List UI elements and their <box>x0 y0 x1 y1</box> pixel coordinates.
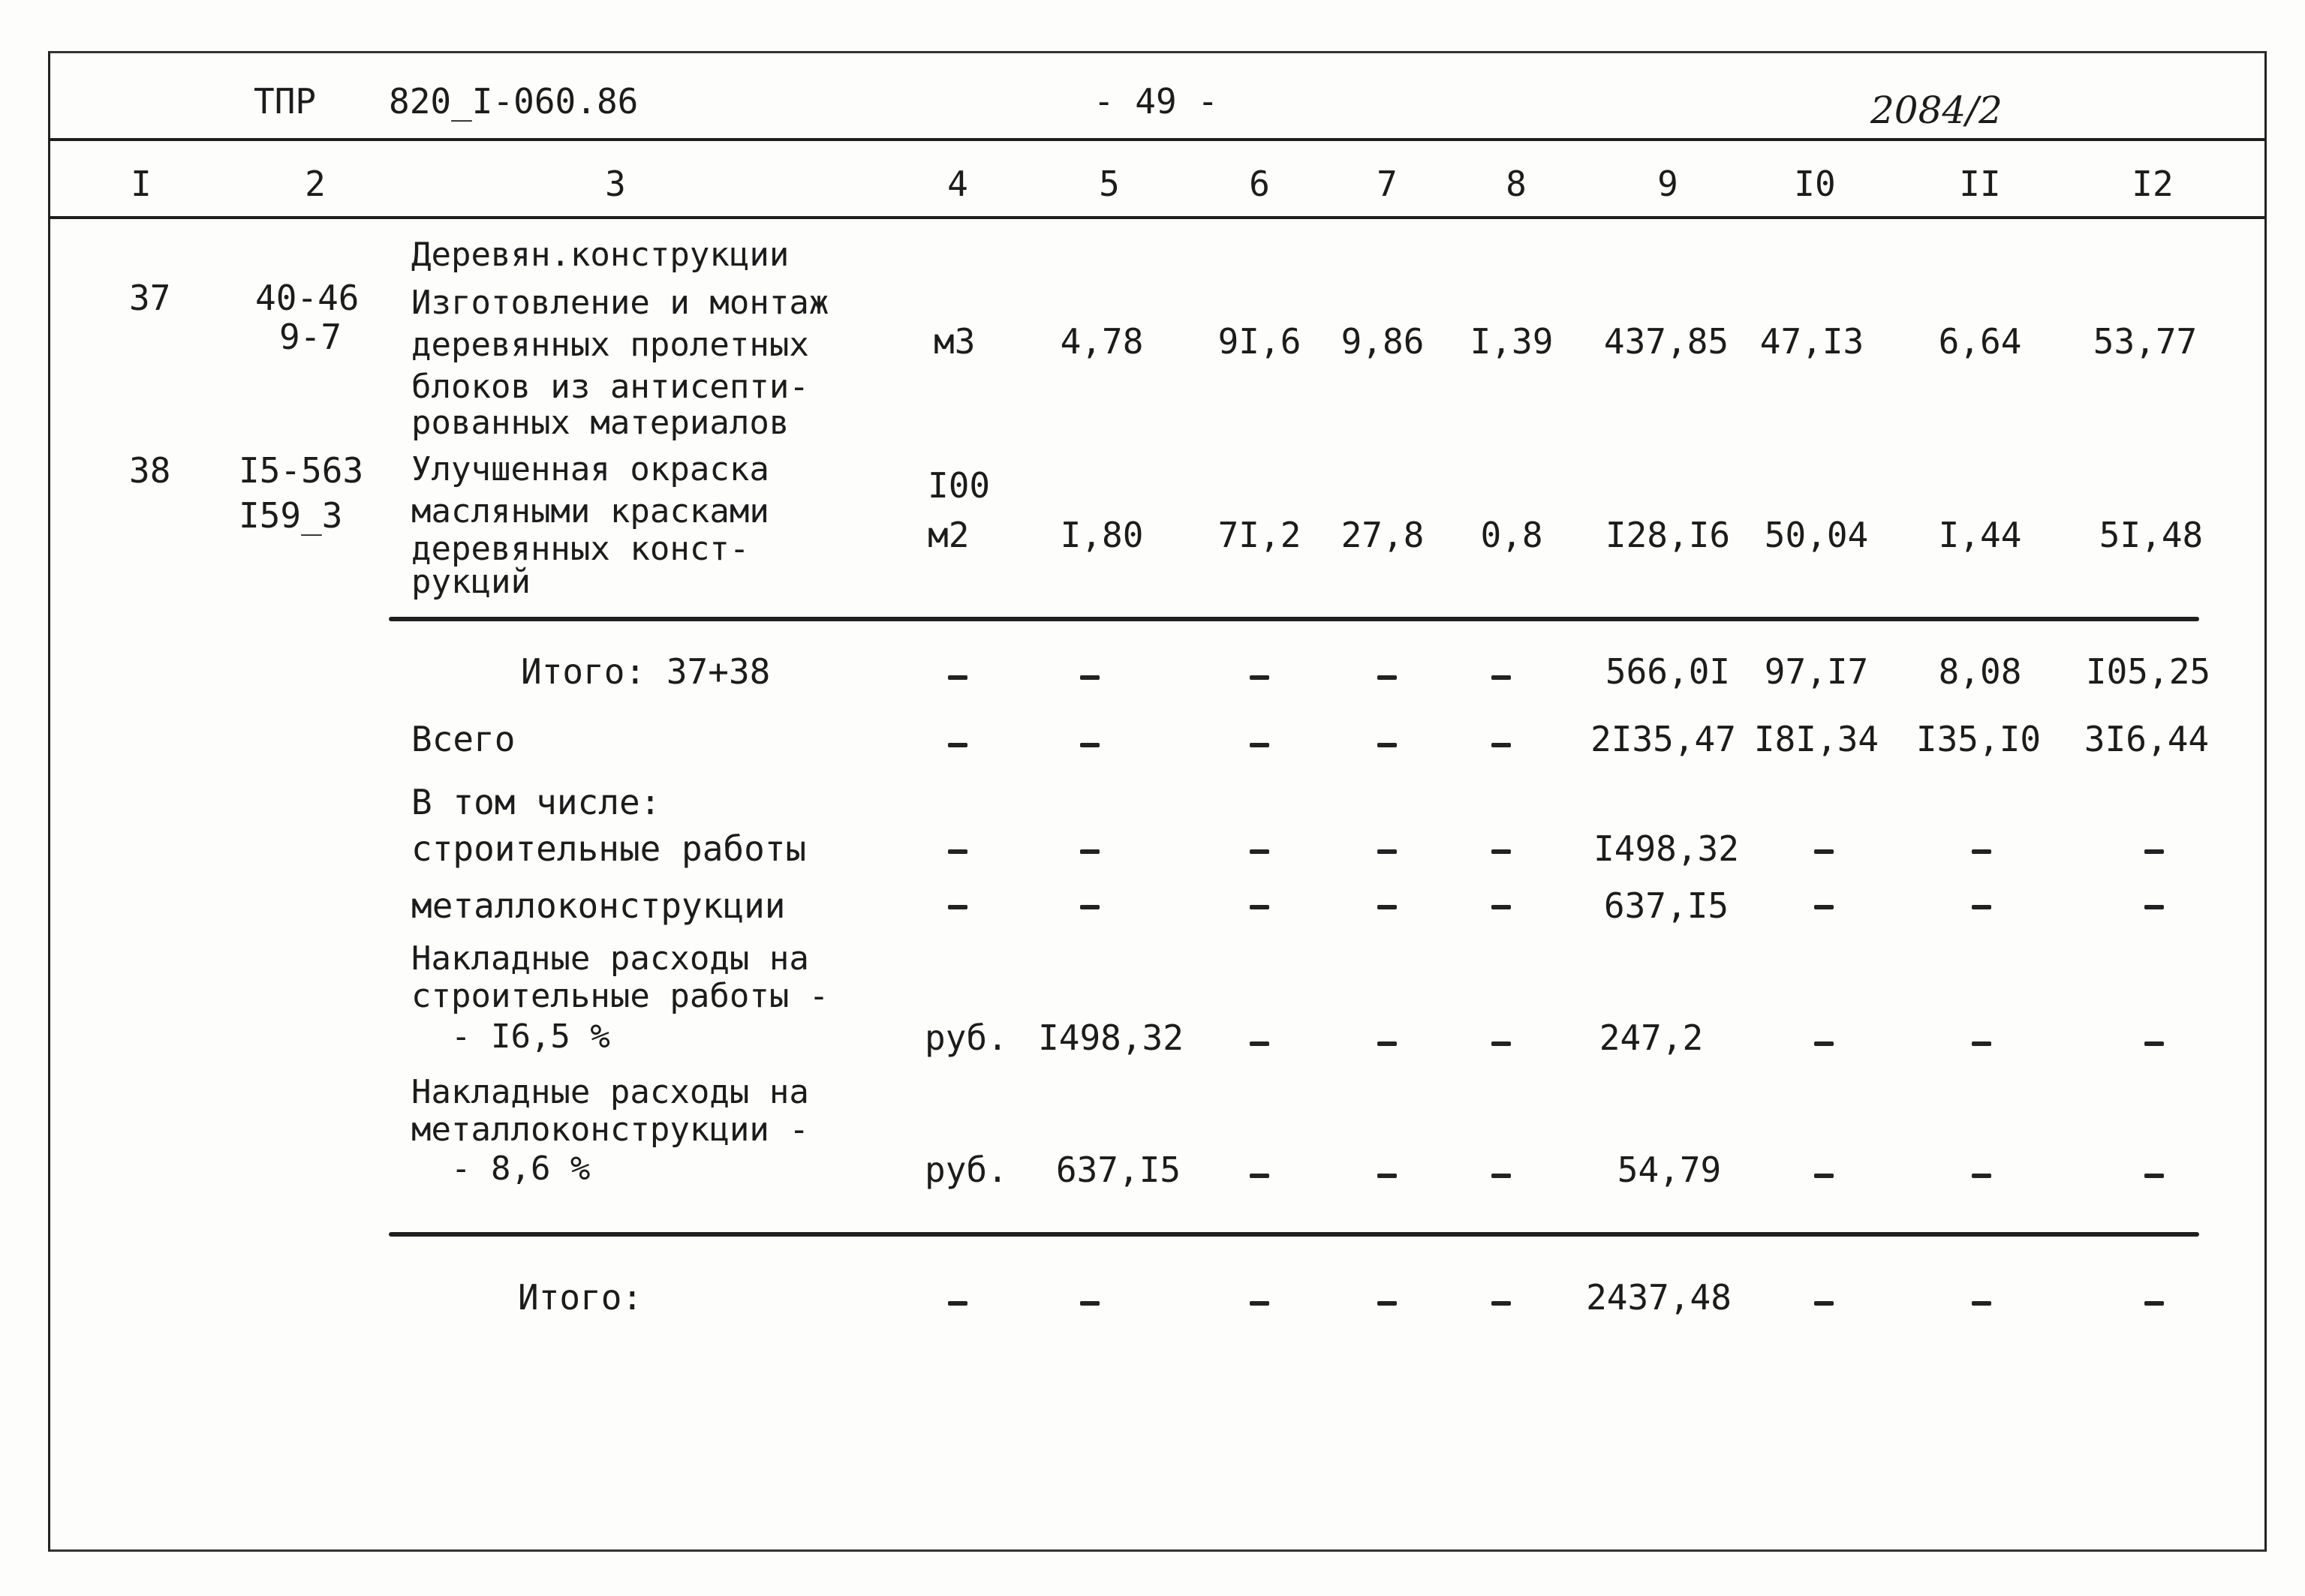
empty-dash <box>1377 905 1397 909</box>
cell-c12: 3I6,44 <box>2084 719 2210 759</box>
col-num-12: I2 <box>2132 164 2174 204</box>
summary-label: Всего <box>411 719 516 759</box>
empty-dash <box>1250 849 1269 854</box>
cell-c9: 637,I5 <box>1603 885 1729 926</box>
empty-dash <box>1972 1041 1991 1046</box>
cell-c9: 2I35,47 <box>1590 719 1736 759</box>
empty-dash <box>948 675 967 680</box>
empty-dash <box>1972 905 1991 909</box>
cell-c7: 9,86 <box>1341 321 1425 362</box>
project-number: 820_I-060.86 <box>389 81 639 122</box>
handwritten-number: 2084/2 <box>1870 89 2003 132</box>
cell-c11: 8,08 <box>1938 651 2022 692</box>
col-num-10: I0 <box>1794 164 1836 204</box>
summary-label-line-2: строительные работы - <box>411 977 829 1015</box>
empty-dash <box>948 1301 967 1306</box>
empty-dash <box>1972 1301 1991 1306</box>
empty-dash <box>948 849 967 854</box>
empty-dash <box>2144 905 2164 909</box>
empty-dash <box>1972 849 1991 854</box>
item-description: деревянных конст- <box>411 530 750 568</box>
empty-dash <box>1250 1174 1269 1178</box>
item-description: Улучшенная окраска <box>411 450 769 488</box>
col-num-5: 5 <box>1099 164 1120 204</box>
col-num-11: II <box>1959 164 2001 204</box>
empty-dash <box>1377 1174 1397 1178</box>
column-header-divider <box>48 216 2264 219</box>
empty-dash <box>2144 1174 2164 1178</box>
norm-code: I5-563 <box>239 450 364 491</box>
summary-label: строительные работы <box>411 828 807 869</box>
cell-c9: 566,0I <box>1605 651 1731 692</box>
norm-code-line-2: I59_3 <box>239 495 343 536</box>
cell-c7: 27,8 <box>1341 515 1425 555</box>
cell-c10: I8I,34 <box>1753 719 1879 759</box>
unit: I00 <box>928 465 991 506</box>
total-rule <box>389 1232 2199 1237</box>
summary-label: Накладные расходы на <box>411 939 809 978</box>
empty-dash <box>1250 905 1269 909</box>
col-num-9: 9 <box>1657 164 1678 204</box>
empty-dash <box>1377 1301 1397 1306</box>
cell-c9: 54,79 <box>1617 1150 1722 1190</box>
summary-label-line-2: металлоконструкции - <box>411 1111 809 1149</box>
quantity: 637,I5 <box>1055 1150 1181 1190</box>
cell-c11: I,44 <box>1938 515 2022 555</box>
empty-dash <box>1377 675 1397 680</box>
empty-dash <box>1080 849 1100 854</box>
empty-dash <box>1377 743 1397 747</box>
header-divider <box>48 138 2264 141</box>
empty-dash <box>1814 1041 1834 1046</box>
unit: м3 <box>934 321 976 362</box>
empty-dash <box>948 743 967 747</box>
cell-c10: 50,04 <box>1764 515 1869 555</box>
col-num-1: I <box>131 164 152 204</box>
empty-dash <box>1377 849 1397 854</box>
norm-code-line-2: 9-7 <box>279 317 342 357</box>
quantity: 4,78 <box>1060 321 1144 362</box>
empty-dash <box>1250 1041 1269 1046</box>
section-title: Деревян.конструкции <box>411 236 790 274</box>
cell-c9: I28,I6 <box>1605 515 1731 555</box>
cell-c8: I,39 <box>1470 321 1554 362</box>
empty-dash <box>1080 905 1100 909</box>
empty-dash <box>2144 1041 2164 1046</box>
cell-c11: I35,I0 <box>1915 719 2042 759</box>
col-num-8: 8 <box>1506 164 1527 204</box>
summary-label: Накладные расходы на <box>411 1073 809 1111</box>
unit-line-2: м2 <box>928 515 970 555</box>
norm-code: 40-46 <box>255 278 360 318</box>
empty-dash <box>1377 1041 1397 1046</box>
cell-c9: I498,32 <box>1593 828 1739 869</box>
cell-c11: 6,64 <box>1938 321 2022 362</box>
document-frame <box>48 51 2267 1552</box>
unit: руб. <box>925 1150 1008 1190</box>
cell-c10: 47,I3 <box>1759 321 1864 362</box>
empty-dash <box>1080 1301 1100 1306</box>
empty-dash <box>1814 1174 1834 1178</box>
col-num-6: 6 <box>1249 164 1270 204</box>
unit: руб. <box>925 1017 1008 1058</box>
series-code: ТПР <box>254 81 317 122</box>
summary-label-line-3: - 8,6 % <box>411 1150 591 1188</box>
item-description: рукций <box>411 563 531 601</box>
summary-label-line-3: - I6,5 % <box>411 1017 610 1056</box>
empty-dash <box>2144 849 2164 854</box>
cell-c9: 247,2 <box>1599 1017 1704 1058</box>
empty-dash <box>1814 1301 1834 1306</box>
empty-dash <box>1491 1041 1511 1046</box>
col-num-2: 2 <box>305 164 326 204</box>
cell-c12: 53,77 <box>2093 321 2198 362</box>
cell-c12: I05,25 <box>2085 651 2211 692</box>
col-num-4: 4 <box>947 164 968 204</box>
col-num-7: 7 <box>1377 164 1398 204</box>
item-number: 37 <box>129 278 171 318</box>
cell-c8: 0,8 <box>1480 515 1543 555</box>
cell-c6: 7I,2 <box>1217 515 1301 555</box>
cell-c9: 2437,48 <box>1586 1277 1732 1318</box>
item-description: Изготовление и монтаж <box>411 284 829 322</box>
quantity: I498,32 <box>1038 1017 1184 1058</box>
summary-label: В том числе: <box>411 782 661 822</box>
empty-dash <box>1814 849 1834 854</box>
item-number: 38 <box>129 450 171 491</box>
empty-dash <box>1491 1301 1511 1306</box>
summary-label: металлоконструкции <box>411 885 786 926</box>
empty-dash <box>1491 1174 1511 1178</box>
empty-dash <box>1491 743 1511 747</box>
item-description: рованных материалов <box>411 404 790 442</box>
col-num-3: 3 <box>605 164 626 204</box>
empty-dash <box>1080 675 1100 680</box>
total-label: Итого: <box>518 1277 643 1318</box>
empty-dash <box>1250 743 1269 747</box>
page-number: - 49 - <box>1093 81 1219 122</box>
cell-c10: 97,I7 <box>1764 651 1869 692</box>
empty-dash <box>1491 905 1511 909</box>
empty-dash <box>948 905 967 909</box>
item-description: блоков из антисепти- <box>411 368 809 406</box>
empty-dash <box>1080 743 1100 747</box>
cell-c12: 5I,48 <box>2099 515 2204 555</box>
empty-dash <box>1250 1301 1269 1306</box>
empty-dash <box>1250 675 1269 680</box>
cell-c9: 437,85 <box>1603 321 1729 362</box>
item-description: масляными красками <box>411 492 769 530</box>
item-description: деревянных пролетных <box>411 326 809 364</box>
summary-label: Итого: 37+38 <box>521 651 771 692</box>
quantity: I,80 <box>1060 515 1144 555</box>
empty-dash <box>1814 905 1834 909</box>
empty-dash <box>1491 849 1511 854</box>
empty-dash <box>1491 675 1511 680</box>
empty-dash <box>2144 1301 2164 1306</box>
cell-c6: 9I,6 <box>1217 321 1301 362</box>
empty-dash <box>1972 1174 1991 1178</box>
subtotal-rule <box>389 617 2199 621</box>
